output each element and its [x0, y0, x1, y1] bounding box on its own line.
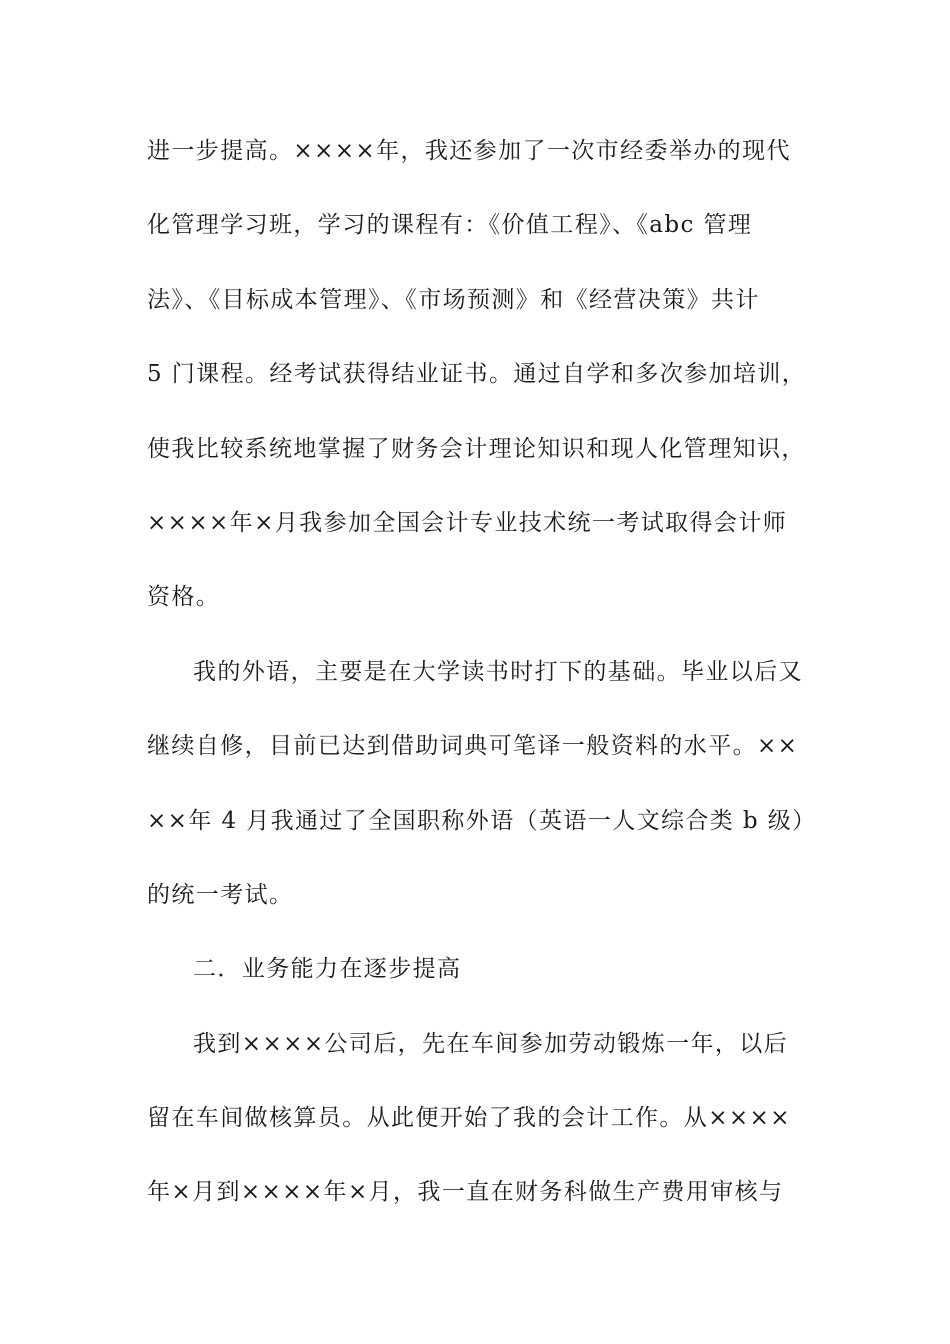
- text-line: ××××年×月我参加全国会计专业技术统一考试取得会计师: [147, 509, 788, 536]
- text-line: 5 门课程。经考试获得结业证书。通过自学和多次参加培训，: [147, 361, 807, 388]
- text-line: 的统一考试。: [147, 881, 294, 908]
- text-line: 年×月到××××年×月，我一直在财务科做生产费用审核与: [147, 1179, 784, 1206]
- text-line: 法》、《目标成本管理》、《市场预测》和《经营决策》共计: [147, 286, 760, 313]
- text-line: 留在车间做核算员。从此便开始了我的会计工作。从××××: [147, 1105, 791, 1132]
- text-line: 使我比较系统地掌握了财务会计理论知识和现人化管理知识，: [147, 435, 806, 462]
- text-line: 资格。: [147, 584, 221, 611]
- text-line: 化管理学习班，学习的课程有：《价值工程》、《abc 管理: [147, 212, 753, 239]
- text-line: 继续自修，目前已达到借助词典可笔译一般资料的水平。××: [147, 733, 799, 760]
- section-heading: 二．业务能力在逐步提高: [193, 956, 462, 983]
- text-line: ××年 4 月我通过了全国职称外语（英语一人文综合类 b 级）: [147, 807, 817, 834]
- paragraph-start-line: 我的外语，主要是在大学读书时打下的基础。毕业以后又: [193, 658, 803, 685]
- paragraph-start-line: 我到××××公司后，先在车间参加劳动锻炼一年，以后: [193, 1030, 789, 1057]
- text-line: 进一步提高。××××年，我还参加了一次市经委举办的现代: [147, 138, 791, 164]
- document-body: [147, 128, 817, 1244]
